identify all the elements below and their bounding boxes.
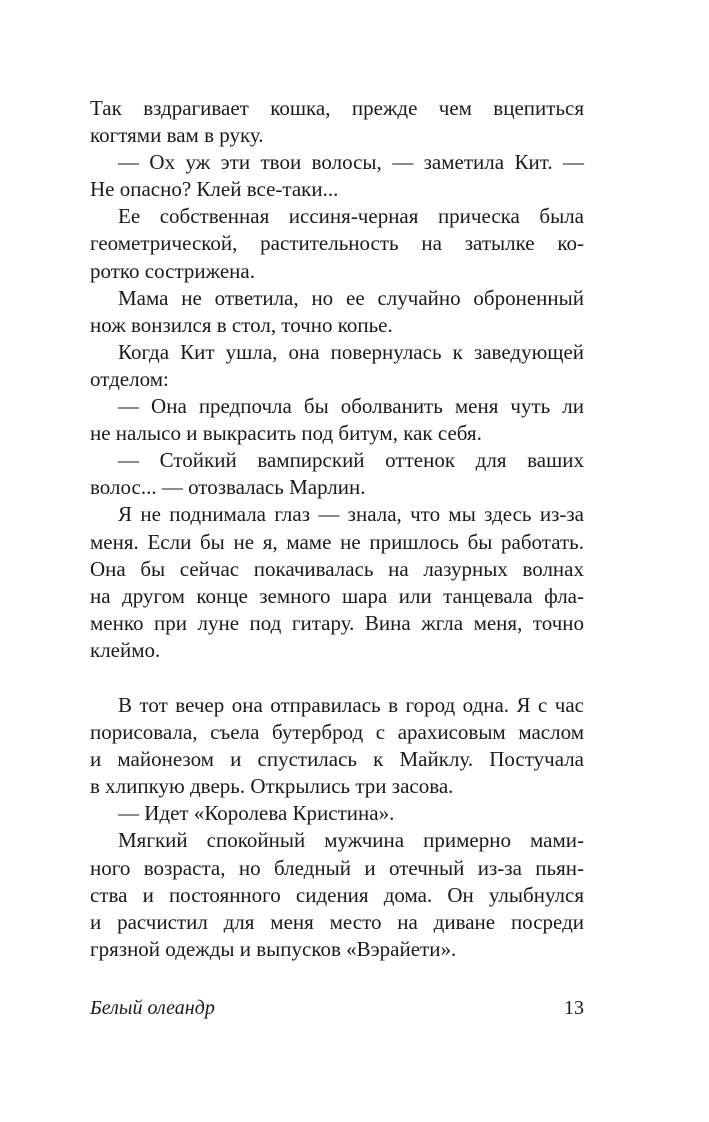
text-line: Она бы сейчас покачивалась на лазурных волнах xyxy=(90,556,584,581)
text-line: Так вздрагивает кошка, прежде чем вцепиться xyxy=(90,96,584,120)
text-line: нож вонзился в стол, точно копье. xyxy=(90,312,393,337)
text-line: — Она предпочла бы оболванить меня чуть ли xyxy=(118,394,584,419)
text-line: Я не поднимала глаз — знала, что мы здесь из-за xyxy=(118,502,584,527)
text-line: — Ох уж эти твои волосы, — заметила Кит. — xyxy=(118,150,584,175)
text-line: клеймо. xyxy=(90,637,161,662)
text-line: отделом: xyxy=(90,366,169,391)
text-line: Ее собственная иссиня-черная прическа была xyxy=(118,204,584,229)
page-number: 13 xyxy=(564,997,584,1019)
text-line: Мягкий спокойный мужчина примерно мами- xyxy=(118,828,584,853)
text-line: Не опасно? Клей все-таки... xyxy=(90,177,339,202)
text-line: ства и постоянного сидения дома. Он улыбнулся xyxy=(90,882,584,907)
text-line: — Стойкий вампирский оттенок для ваших xyxy=(118,448,584,473)
text-line: Когда Кит ушла, она повернулась к заведующей xyxy=(118,339,584,364)
page-footer xyxy=(90,997,584,1025)
text-line: порисовала, съела бутерброд с арахисовым маслом xyxy=(90,720,584,745)
text-line: — Идет «Королева Кристина». xyxy=(118,801,395,826)
text-line: и майонезом и спустилась к Майклу. Постучала xyxy=(90,747,584,772)
text-line: Мама не ответила, но ее случайно оброненный xyxy=(118,285,584,310)
text-line: грязной одежды и выпусков «Вэрайети». xyxy=(90,936,457,961)
text-line: когтями вам в руку. xyxy=(90,123,264,148)
text-line: на другом конце земного шара или танцевала фла- xyxy=(90,583,584,608)
text-line: меня. Если бы не я, маме не пришлось бы работать. xyxy=(90,529,584,554)
text-line: и расчистил для меня место на диване посреди xyxy=(90,909,584,934)
running-title: Белый олеандр xyxy=(90,997,215,1019)
text-line: менко при луне под гитару. Вина жгла меня, точно xyxy=(90,610,584,635)
text-line: ного возраста, но бледный и отечный из-за пьян- xyxy=(90,855,584,880)
text-line: ротко сострижена. xyxy=(90,258,255,283)
text-line: не налысо и выкрасить под битум, как себя. xyxy=(90,421,482,446)
text-line: в хлипкую дверь. Открылись три засова. xyxy=(90,774,454,799)
text-line: волос... — отозвалась Марлин. xyxy=(90,475,366,500)
text-line: геометрической, растительность на затылке ко- xyxy=(90,231,584,256)
text-section-2 xyxy=(90,692,584,963)
text-line: В тот вечер она отправилась в город одна. Я с час xyxy=(118,693,584,717)
text-section-1 xyxy=(90,95,584,664)
